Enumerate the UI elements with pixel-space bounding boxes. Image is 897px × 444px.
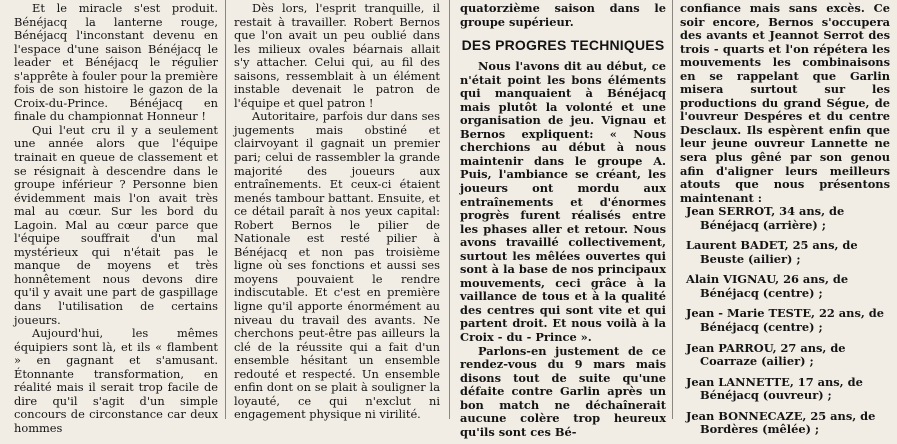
roster-entry: Jean LANNETTE, 17 ans, de Bénéjacq (ouvreur) ; <box>686 374 863 403</box>
roster-entry: Jean - Marie TESTE, 22 ans, de Bénéjacq (centre) ; <box>686 306 884 335</box>
paragraph-confidence: confiance mais sans excès. Ce soir encore, Bernos s'occupera des avants et Jeannot Serrot des trois - quarts et l'on répétera les mouvements les combinaisons en se rappelant que Garlin misera surtout sur les productions du grand Ségue, de l'ouvreur Despéres et du centre Desclaux. Ils espèrent enfin que leur jeune ouvreur Lannette ne sera plus gêné par son genou afin d'aligner leurs meilleurs atouts que nous présentons maintenant : <box>680 1 890 205</box>
roster-entry: Laurent BADET, 25 ans, de Beuste (ailier) ; <box>686 238 858 266</box>
paragraph-progress: Nous l'avons dit au début, ce n'était point les bons éléments qui manquaient à Bénéjacq mais plutôt la volonté et une organisation de jeu. Vignau et Bernos expliquent: « Nous cherchions au début à nous maintenir dans le groupe A. Puis, l'ambiance se créant, les joueurs ont mordu aux entraînements et d'énormes progrès furent réalisés entre les phases aller et retour. Nous avons travaillé collectivement, surtout les mêlées ouvertes qui sont à la base de nos principaux mouvements, ceci grâce à la vaillance de tous et à la qualité des centres qui sont vite et qui partent droit. Et nous voilà à la Croix - du - Prince ». <box>460 59 666 345</box>
paragraph-miracle: Et le miracle s'est produit. Bénéjacq la lanterne rouge, Bénéjacq l'inconstant devenu en l'espace d'une saison Bénéjacq le leader et Bénéjacq le régulier s'apprête à fouler pour la première fois de son histoire le gazon de la Croix-du-Prince. Bénéjacq en finale du championnat Honneur ! <box>14 1 218 124</box>
article-column-3 <box>460 2 666 439</box>
paragraph-last-year: Qui l'eut cru il y a seulement une année alors que l'équipe trainait en queue de classement et se résignait à descendre dans le groupe inférieur ? Personne bien évidemment mais l'on avait très mal au cœur. Sur les bord du Lagoin. Mal au cœur parce que l'équipe souffrait d'un mal mystérieux qui n'était pas le manque de moyens et très honnêtement nous devons dire qu'il y avait une part de gaspillage dans l'utilisation de certains joueurs. <box>14 122 218 327</box>
article-column-1 <box>14 2 218 436</box>
roster-entry: Jean SERROT, 34 ans, de Bénéjacq (arrière) ; <box>686 204 845 232</box>
paragraph-today: Aujourd'hui, les mêmes équipiers sont là, et ils « flambent » en gagnant et s'amusant. Étonnante transformation, en réalité mais il serait trop facile de dire qu'il s'agit d'un simple concours de circonstance car deux hommes <box>14 326 218 435</box>
paragraph-rendezvous: Parlons-en justement de ce rendez-vous du 9 mars mais disons tout de suite qu'une défaite contre Garlin après un bon match ne déchaînerait aucune colère trop heureux qu'ils sont ces Bé- <box>460 343 666 439</box>
article-column-2 <box>234 2 440 422</box>
section-heading: DES PROGRES TECHNIQUES <box>461 37 665 54</box>
paragraph-work: Dès lors, l'esprit tranquille, il restait à travailler. Robert Bernos que l'on avait un peu oublié dans les milieux ovales béarnais allait s'y attacher. Celui qui, au fil des saisons, ressemblait à un élément instable devenait le patron de l'équipe et quel patron ! <box>234 1 440 110</box>
player-roster <box>680 205 890 437</box>
paragraph-authoritarian: Autoritaire, parfois dur dans ses jugements mais obstiné et clairvoyant il gagnait un premier pari; celui de rassembler la grande majorité des joueurs aux entraînements. Et ceux-ci étaient menés tambour battant. Ensuite, et ce détail paraît à nos yeux capital: Robert Bernos le pilier de Nationale est resté pilier à Bénéjacq et non pas troisième ligne où ses fonctions et aussi ses moyens pouvaient le rendre indiscutable. Et c'est en première ligne qu'il apporte énormément au niveau du travail des avants. Ne cherchons peut-être pas ailleurs la clé de la réussite qui a fait d'un ensemble hésitant un ensemble redouté et respecté. Un ensemble enfin dont on se plait à souligner la loyauté, ce qui n'exclut ni engagement physique ni virilité. <box>234 109 440 422</box>
column-divider <box>449 0 450 419</box>
paragraph-continued: quatorzième saison dans le groupe supérieur. <box>460 1 666 29</box>
column-divider <box>672 0 673 419</box>
column-divider <box>225 0 226 419</box>
article-column-4 <box>680 2 890 444</box>
roster-entry: Jean BONNECAZE, 25 ans, de Bordères (mêlée) ; <box>686 408 876 437</box>
roster-entry: Alain VIGNAU, 26 ans, de Bénéjacq (centre) ; <box>686 272 849 300</box>
roster-entry: Jean PARROU, 27 ans, de Coarraze (ailier) ; <box>686 340 846 369</box>
